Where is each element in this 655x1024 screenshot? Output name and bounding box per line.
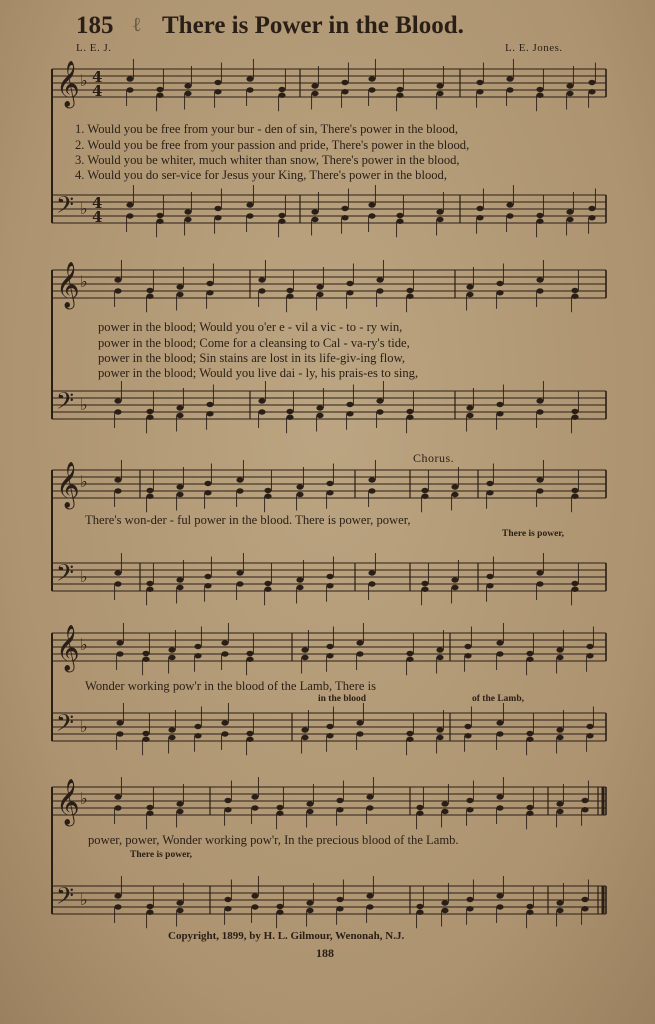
svg-text:𝄞: 𝄞 [56, 625, 80, 671]
verse-line-1: 1. Would you be free from your bur - den of sin, There's power in the blood, [75, 122, 459, 136]
chorus-line-3: power, power, Wonder working pow'r, In the precious blood of the Lamb. [88, 833, 459, 847]
svg-text:𝄢: 𝄢 [56, 387, 75, 420]
svg-text:♭: ♭ [80, 272, 88, 291]
words-credit: L. E. J. [76, 42, 112, 54]
svg-text:𝄞: 𝄞 [56, 262, 80, 308]
hymn-number: 185 [76, 12, 114, 39]
svg-text:𝄢: 𝄢 [56, 882, 75, 915]
chorus-line-3-bass: There is power, [130, 850, 193, 860]
svg-text:♭: ♭ [80, 567, 88, 586]
music-credit: L. E. Jones. [505, 42, 563, 54]
svg-text:♭: ♭ [80, 789, 88, 808]
svg-text:4: 4 [92, 82, 103, 100]
verse-cont-line-2: power in the blood; Come for a cleansing to Cal - va-ry's tide, [98, 336, 410, 350]
chorus-line-2-bass-a: in the blood [318, 694, 367, 704]
svg-text:𝄞: 𝄞 [56, 61, 80, 107]
chorus-line-1: There's won-der - ful power in the blood. There is power, power, [85, 513, 411, 527]
chorus-line-1-bass: There is power, [502, 529, 565, 539]
chorus-line-2-bass-b: of the Lamb, [472, 694, 524, 704]
svg-text:♭: ♭ [80, 472, 88, 491]
verse-line-4: 4. Would you do ser-vice for Jesus your King, There's power in the blood, [75, 168, 447, 182]
verse-cont-line-1: power in the blood; Would you o'er e - vil a vic - to - ry win, [98, 320, 403, 334]
svg-text:𝄞: 𝄞 [56, 779, 80, 825]
svg-text:♭: ♭ [80, 395, 88, 414]
chorus-line-2: Wonder working pow'r in the blood of the Lamb, There is [85, 679, 376, 693]
verse-cont-line-4: power in the blood; Would you live dai - ly, his prais-es to sing, [98, 366, 419, 380]
hymn-title: There is Power in the Blood. [162, 12, 464, 39]
svg-text:♭: ♭ [80, 717, 88, 736]
svg-text:𝄢: 𝄢 [56, 191, 75, 224]
svg-text:♭: ♭ [80, 635, 88, 654]
svg-text:𝄢: 𝄢 [56, 709, 75, 742]
svg-text:4: 4 [92, 208, 103, 226]
svg-text:𝄞: 𝄞 [56, 462, 80, 508]
svg-text:♭: ♭ [80, 890, 88, 909]
page-number: 188 [316, 946, 334, 960]
verse-line-3: 3. Would you be whiter, much whiter than snow, There's power in the blood, [75, 153, 460, 167]
copyright-notice: Copyright, 1899, by H. L. Gilmour, Wenonah, N.J. [168, 930, 405, 942]
verse-line-2: 2. Would you be free from your passion and pride, There's power in the blood, [75, 138, 470, 152]
svg-text:♭: ♭ [80, 71, 88, 90]
svg-text:𝄢: 𝄢 [56, 559, 75, 592]
svg-text:♭: ♭ [80, 199, 88, 218]
chorus-label: Chorus. [413, 451, 455, 465]
verse-cont-line-3: power in the blood; Sin stains are lost in its life-giv-ing flow, [98, 351, 405, 365]
svg-text:4: 4 [92, 194, 103, 212]
pencil-mark-icon: ℓ [132, 14, 142, 36]
svg-text:4: 4 [92, 68, 103, 86]
